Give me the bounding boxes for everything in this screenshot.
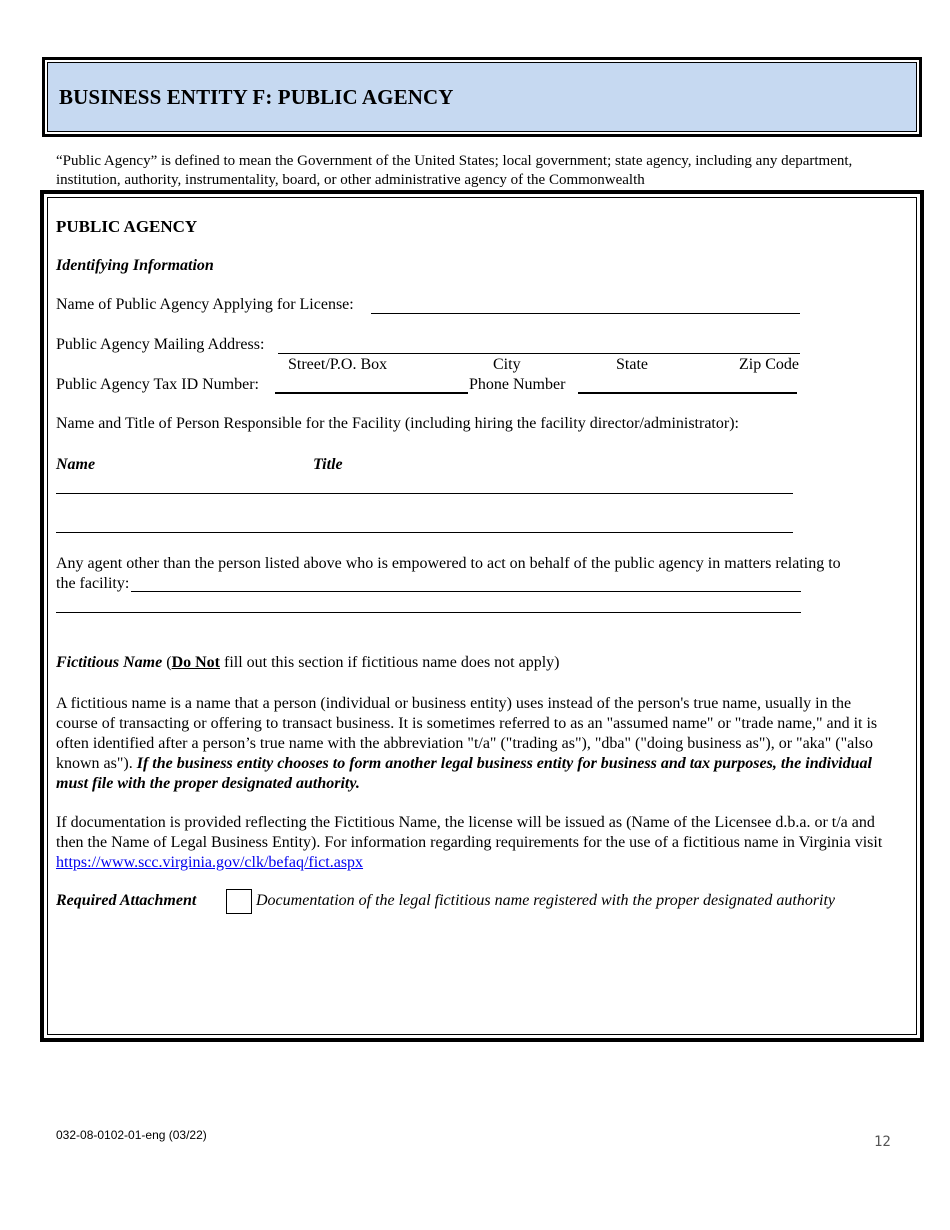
responsible-person-field-2[interactable] bbox=[56, 532, 793, 533]
agent-label-line-1: Any agent other than the person listed above who is empowered to act on behalf of the public agency in matters relating to bbox=[56, 555, 841, 572]
address-zip-caption: Zip Code bbox=[739, 356, 799, 373]
fictitious-definition bbox=[56, 694, 896, 794]
name-column-label: Name bbox=[56, 456, 96, 473]
agent-field-1[interactable] bbox=[131, 591, 801, 592]
agency-name-label: Name of Public Agency Applying for License: bbox=[56, 296, 354, 313]
agent-field-2[interactable] bbox=[56, 612, 801, 613]
do-not-emphasis: Do Not bbox=[171, 654, 220, 671]
tax-id-field[interactable] bbox=[275, 392, 468, 394]
agency-name-field[interactable] bbox=[371, 313, 800, 314]
tax-id-label: Public Agency Tax ID Number: bbox=[56, 376, 259, 393]
fictitious-heading-title: Fictitious Name bbox=[56, 654, 163, 671]
section-header-fill bbox=[47, 62, 917, 132]
address-city-caption: City bbox=[493, 356, 521, 373]
section-title: PUBLIC AGENCY bbox=[56, 217, 198, 236]
fictitious-heading-paren: ( bbox=[166, 654, 172, 671]
mailing-address-field[interactable] bbox=[278, 353, 800, 354]
agent-label bbox=[56, 554, 906, 594]
intro-definition: “Public Agency” is defined to mean the Government of the United States; local government; state agency, including any department, institution, authority, instrumentality, board, or other administrative agency of the Commonwealth bbox=[56, 153, 853, 188]
fictitious-license-text: If documentation is provided reflecting the Fictitious Name, the license will be issued as (Name of the Licensee d.b.a. or t/a and then the Name of Legal Business Entity). For information regarding requirements for the use of a fictitious name in Virginia visit bbox=[56, 814, 883, 851]
fictitious-definition-emphasis: If the business entity chooses to form another legal business entity for business and tax purposes, the individual must file with the proper designated authority. bbox=[56, 755, 872, 792]
form-code: 032-08-0102-01-eng (03/22) bbox=[56, 1128, 207, 1142]
phone-field[interactable] bbox=[578, 392, 797, 394]
fictitious-heading-rest: fill out this section if fictitious name does not apply) bbox=[220, 654, 560, 671]
title-column-label: Title bbox=[313, 456, 343, 473]
attachment-description: Documentation of the legal fictitious name registered with the proper designated authority bbox=[256, 892, 836, 909]
required-attachment-label: Required Attachment bbox=[56, 892, 197, 909]
phone-label: Phone Number bbox=[469, 376, 566, 393]
scc-fictitious-name-link[interactable]: https://www.scc.virginia.gov/clk/befaq/fict.aspx bbox=[56, 854, 364, 871]
section-header-box bbox=[42, 57, 922, 137]
page-number: 12 bbox=[874, 1134, 891, 1150]
fictitious-license-info bbox=[56, 813, 896, 873]
attachment-checkbox[interactable] bbox=[226, 889, 252, 914]
mailing-address-label: Public Agency Mailing Address: bbox=[56, 336, 265, 353]
page-title: BUSINESS ENTITY F: PUBLIC AGENCY bbox=[59, 84, 454, 109]
fictitious-heading bbox=[56, 654, 560, 672]
fictitious-definition-text: A fictitious name is a name that a person (individual or business entity) uses instead of the person's true name, usually in the course of transacting or offering to transact business. It is sometimes referred to as an "assumed name" or "trade name," and it is often identified after a person’s true name with the abbreviation "t/a" ("trading as"), "dba" ("doing business as"), or "aka" ("also known as"). bbox=[56, 695, 878, 772]
responsible-person-field-1[interactable] bbox=[56, 493, 793, 494]
responsible-person-label: Name and Title of Person Responsible for the Facility (including hiring the facility director/administrator): bbox=[56, 415, 739, 432]
section-subtitle: Identifying Information bbox=[56, 257, 214, 274]
address-street-caption: Street/P.O. Box bbox=[288, 356, 388, 373]
address-state-caption: State bbox=[616, 356, 648, 373]
agent-label-line-2: the facility: bbox=[56, 575, 130, 592]
form-box bbox=[40, 190, 924, 1042]
